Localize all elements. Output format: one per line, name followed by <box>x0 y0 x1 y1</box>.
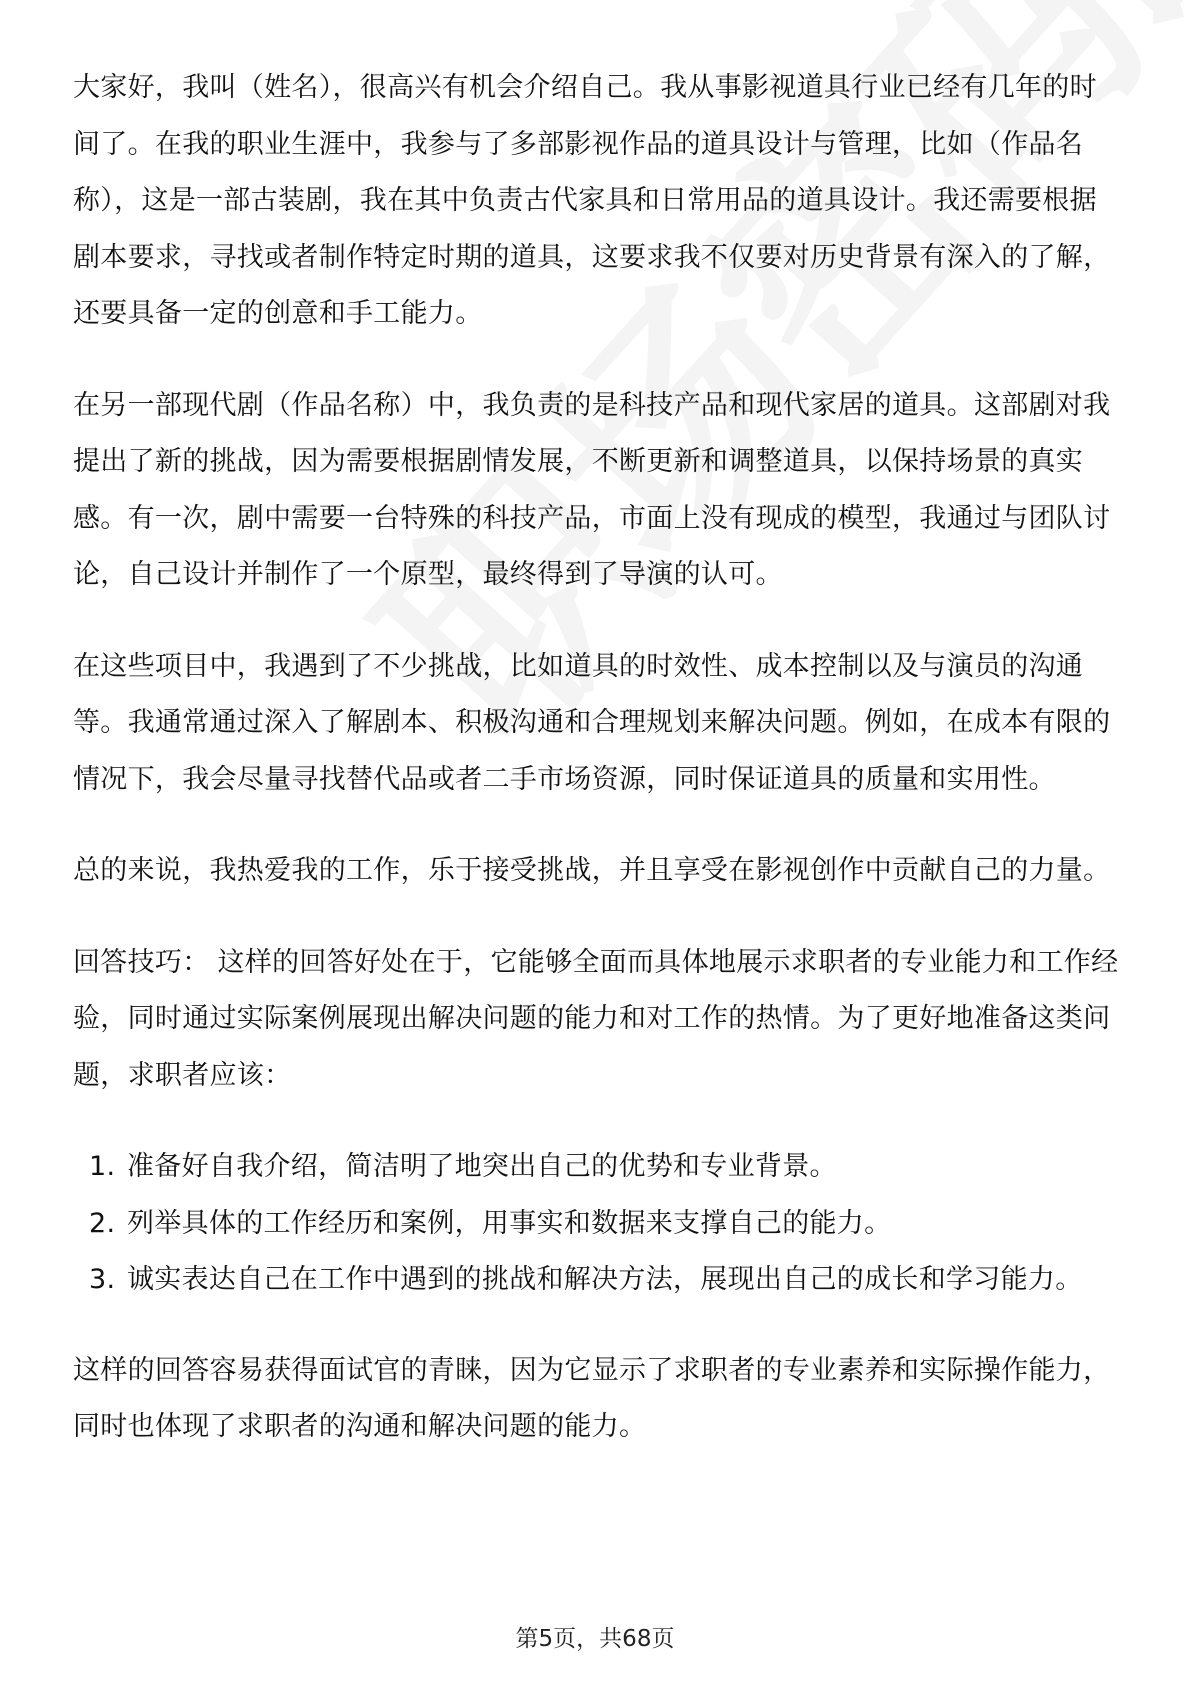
list-item-text: 准备好自我介绍，简洁明了地突出自己的优势和专业背景。 <box>127 1151 837 1182</box>
answer-tips-text: 这样的回答好处在于，它能够全面而具体地展示求职者的专业能力和工作经验，同时通过实际案例展现出解决问题的能力和对工作的热情。为了更好地准备这类问题，求职者应该： <box>73 946 1119 1091</box>
list-item-number: 3. <box>89 1264 116 1295</box>
page-number: 第5页，共68页 <box>515 1626 675 1652</box>
paragraph-challenges: 在这些项目中，我遇到了不少挑战，比如道具的时效性、成本控制以及与演员的沟通等。我通常通过深入了解剧本、积极沟通和合理规划来解决问题。例如，在成本有限的情况下，我会尽量寻找替代品或者二手市场资源，同时保证道具的质量和实用性。 <box>73 650 1111 795</box>
paragraph-closing: 这样的回答容易获得面试官的青睐，因为它显示了求职者的专业素养和实际操作能力，同时也体现了求职者的沟通和解决问题的能力。 <box>73 1354 1111 1442</box>
list-item <box>73 1252 1123 1309</box>
list-item <box>73 1196 1123 1253</box>
paragraph-intro: 大家好，我叫（姓名），很高兴有机会介绍自己。我从事影视道具行业已经有几年的时间了。在我的职业生涯中，我参与了多部影视作品的道具设计与管理，比如（作品名称），这是一部古装剧，我在其中负责古代家具和日常用品的道具设计。我还需要根据剧本要求，寻找或者制作特定时期的道具，这要求我不仅要对历史背景有深入的了解，还要具备一定的创意和手工能力。 <box>73 72 1111 329</box>
answer-tips-paragraph <box>73 935 1123 1105</box>
page-content <box>73 60 1123 1491</box>
list-item-text: 诚实表达自己在工作中遇到的挑战和解决方法，展现出自己的成长和学习能力。 <box>127 1264 1083 1295</box>
tips-list <box>73 1139 1123 1309</box>
list-item-number: 2. <box>89 1207 116 1239</box>
answer-tips-label: 回答技巧： <box>73 946 210 978</box>
list-item <box>73 1139 1123 1196</box>
paragraph-summary: 总的来说，我热爱我的工作，乐于接受挑战，并且享受在影视创作中贡献自己的力量。 <box>73 855 1111 886</box>
list-item-text: 列举具体的工作经历和案例，用事实和数据来支撑自己的能力。 <box>127 1207 892 1239</box>
paragraph-modern-drama: 在另一部现代剧（作品名称）中，我负责的是科技产品和现代家居的道具。这部剧对我提出了新的挑战，因为需要根据剧情发展，不断更新和调整道具，以保持场景的真实感。有一次，剧中需要一台特殊的科技产品，市面上没有现成的模型，我通过与团队讨论，自己设计并制作了一个原型，最终得到了导演的认可。 <box>73 389 1111 590</box>
list-item-number: 1. <box>89 1151 116 1182</box>
